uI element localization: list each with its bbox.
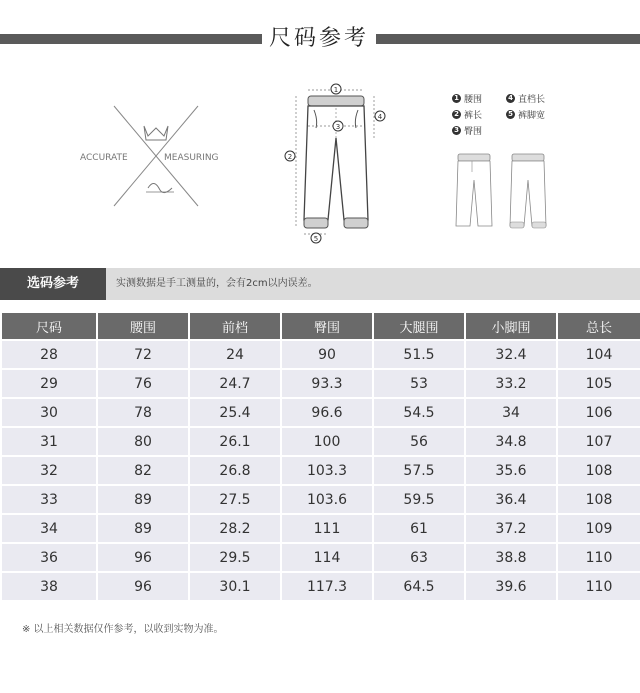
table-cell: 78	[98, 399, 188, 426]
header-hip: 臀围	[282, 313, 372, 339]
table-cell: 110	[558, 573, 640, 600]
table-cell: 25.4	[190, 399, 280, 426]
accurate-measuring-logo	[76, 100, 236, 212]
logo-right-text: MEASURING	[164, 153, 219, 163]
table-cell: 117.3	[282, 573, 372, 600]
table-cell: 82	[98, 457, 188, 484]
table-cell: 76	[98, 370, 188, 397]
table-cell: 34	[2, 515, 96, 542]
marker-2	[285, 151, 295, 161]
legend-item-hem: 5 裤脚宽	[506, 108, 576, 121]
table-cell: 100	[282, 428, 372, 455]
table-cell: 54.5	[374, 399, 464, 426]
svg-text:4: 4	[377, 113, 383, 121]
table-cell: 33.2	[466, 370, 556, 397]
table-row	[2, 544, 640, 571]
logo-left-text: ACCURATE	[80, 153, 128, 163]
table-cell: 27.5	[190, 486, 280, 513]
table-cell: 53	[374, 370, 464, 397]
banner-label: 选码参考	[0, 268, 106, 300]
table-row	[2, 486, 640, 513]
header-thigh: 大腿围	[374, 313, 464, 339]
pants-front-icon	[456, 154, 492, 226]
header-size: 尺码	[2, 313, 96, 339]
table-cell: 34.8	[466, 428, 556, 455]
table-cell: 103.3	[282, 457, 372, 484]
table-cell: 31	[2, 428, 96, 455]
marker-4	[375, 111, 385, 121]
table-cell: 96.6	[282, 399, 372, 426]
header-total-length: 总长	[558, 313, 640, 339]
table-cell: 38	[2, 573, 96, 600]
table-cell: 59.5	[374, 486, 464, 513]
svg-text:2: 2	[287, 153, 293, 161]
legend-row	[452, 90, 632, 106]
table-cell: 114	[282, 544, 372, 571]
banner-note: 实测数据是手工测量的，会有2cm以内误差。	[116, 278, 318, 289]
table-cell: 89	[98, 515, 188, 542]
table-cell: 32.4	[466, 341, 556, 368]
table-cell: 109	[558, 515, 640, 542]
table-cell: 103.6	[282, 486, 372, 513]
table-cell: 96	[98, 573, 188, 600]
legend-item-waist: 1 腰围	[452, 92, 496, 105]
table-cell: 28.2	[190, 515, 280, 542]
table-cell: 39.6	[466, 573, 556, 600]
table-cell: 57.5	[374, 457, 464, 484]
table-cell: 24	[190, 341, 280, 368]
table-cell: 37.2	[466, 515, 556, 542]
table-cell: 105	[558, 370, 640, 397]
table-row	[2, 428, 640, 455]
table-row	[2, 370, 640, 397]
table-row	[2, 341, 640, 368]
table-cell: 29.5	[190, 544, 280, 571]
marker-3	[333, 121, 343, 131]
table-cell: 29	[2, 370, 96, 397]
table-cell: 36	[2, 544, 96, 571]
crown-icon	[144, 126, 168, 140]
legend-item-length: 2 裤长	[452, 108, 496, 121]
table-cell: 96	[98, 544, 188, 571]
table-cell: 51.5	[374, 341, 464, 368]
footnote: ※ 以上相关数据仅作参考，以收到实物为准。	[22, 624, 224, 635]
measurement-legend	[452, 90, 632, 138]
table-cell: 30.1	[190, 573, 280, 600]
table-cell: 33	[2, 486, 96, 513]
legend-row	[452, 122, 632, 138]
title-bar-right	[376, 34, 640, 44]
table-cell: 90	[282, 341, 372, 368]
table-cell: 107	[558, 428, 640, 455]
table-cell: 26.8	[190, 457, 280, 484]
title-bar-left	[0, 34, 262, 44]
svg-text:5: 5	[313, 235, 319, 243]
table-cell: 64.5	[374, 573, 464, 600]
table-cell: 111	[282, 515, 372, 542]
table-cell: 108	[558, 486, 640, 513]
marker-1	[331, 84, 341, 94]
table-cell: 35.6	[466, 457, 556, 484]
table-cell: 24.7	[190, 370, 280, 397]
size-table	[0, 311, 640, 602]
table-cell: 108	[558, 457, 640, 484]
table-cell: 110	[558, 544, 640, 571]
size-guide-banner	[0, 268, 640, 300]
table-cell: 104	[558, 341, 640, 368]
table-cell: 26.1	[190, 428, 280, 455]
table-cell: 80	[98, 428, 188, 455]
table-row	[2, 515, 640, 542]
legend-row	[452, 106, 632, 122]
pants-thumbnails	[452, 150, 562, 234]
marker-5	[311, 233, 321, 243]
table-cell: 56	[374, 428, 464, 455]
table-row	[2, 573, 640, 600]
table-cell: 34	[466, 399, 556, 426]
table-cell: 32	[2, 457, 96, 484]
page-title: 尺码参考	[268, 26, 369, 51]
table-cell: 28	[2, 341, 96, 368]
signature-icon	[148, 183, 172, 192]
table-row	[2, 457, 640, 484]
table-cell: 72	[98, 341, 188, 368]
pants-back-icon	[510, 154, 546, 228]
table-cell: 106	[558, 399, 640, 426]
pants-measurement-diagram	[278, 80, 388, 248]
legend-item-rise: 4 直档长	[506, 92, 576, 105]
table-cell: 30	[2, 399, 96, 426]
svg-text:3: 3	[335, 123, 341, 131]
table-header-row	[2, 313, 640, 339]
table-cell: 38.8	[466, 544, 556, 571]
header-front-rise: 前档	[190, 313, 280, 339]
table-cell: 61	[374, 515, 464, 542]
table-cell: 89	[98, 486, 188, 513]
legend-item-hip: 3 臀围	[452, 124, 496, 137]
table-cell: 93.3	[282, 370, 372, 397]
table-row	[2, 399, 640, 426]
table-cell: 63	[374, 544, 464, 571]
svg-text:1: 1	[333, 86, 339, 94]
header-waist: 腰围	[98, 313, 188, 339]
table-cell: 36.4	[466, 486, 556, 513]
header-hem: 小脚围	[466, 313, 556, 339]
title-row	[0, 20, 640, 58]
